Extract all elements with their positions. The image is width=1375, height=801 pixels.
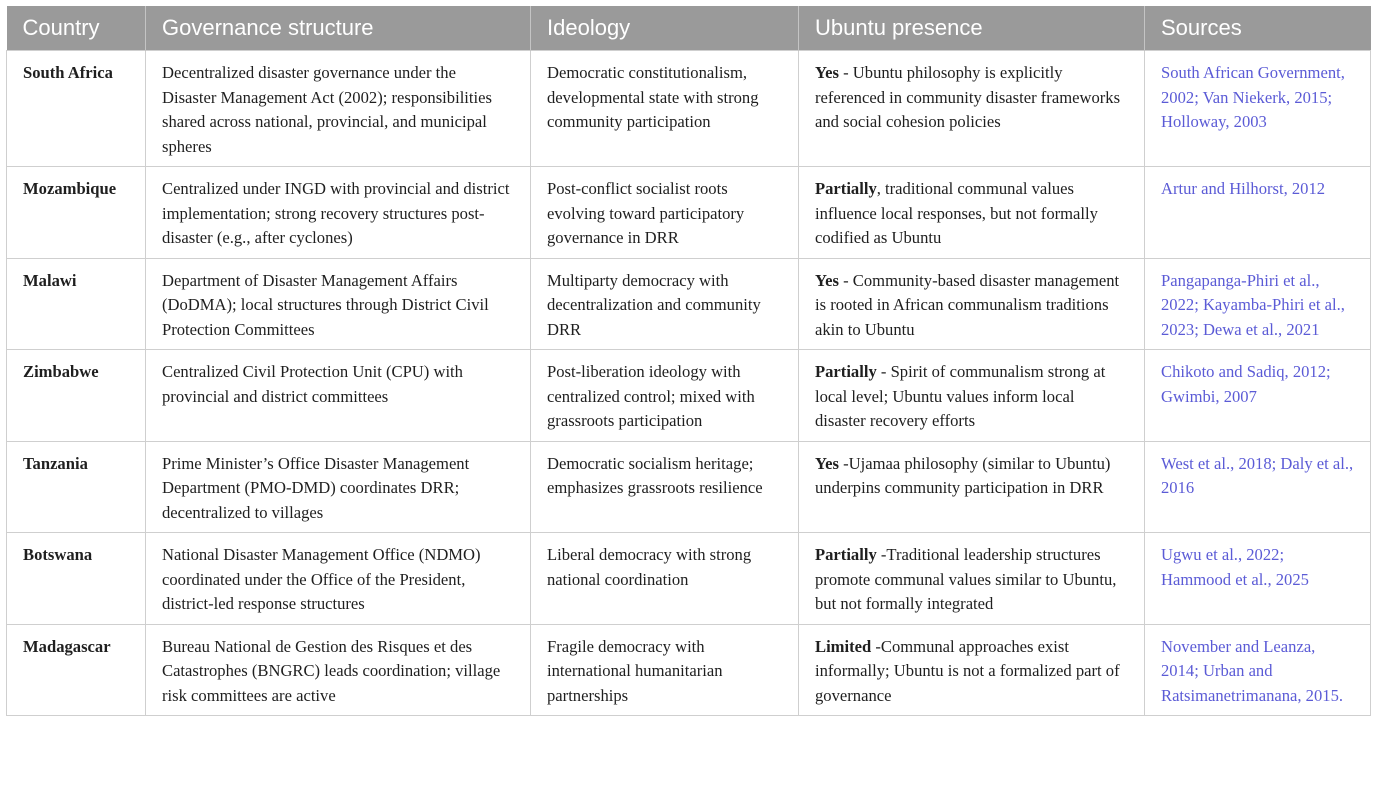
ubuntu-text: - Ubuntu philosophy is explicitly referenced in community disaster frameworks and social cohesion policies — [815, 63, 1121, 131]
ideology-cell: Post-liberation ideology with centralized control; mixed with grassroots participation — [531, 350, 799, 442]
ideology-cell: Multiparty democracy with decentralization and community DRR — [531, 258, 799, 350]
table-body — [7, 51, 1371, 716]
governance-cell: Department of Disaster Management Affairs (DoDMA); local structures through District Civil Protection Committees — [146, 258, 531, 350]
ideology-cell: Democratic constitutionalism, developmental state with strong community participation — [531, 51, 799, 167]
sources-cell[interactable]: Ugwu et al., 2022; Hammood et al., 2025 — [1145, 533, 1371, 625]
ubuntu-text: - Community-based disaster management is rooted in African communalism traditions akin to Ubuntu — [815, 270, 1120, 339]
country-cell: South Africa — [7, 51, 146, 167]
ubuntu-label: Yes — [815, 270, 839, 290]
country-cell: Malawi — [7, 258, 146, 350]
governance-cell: Centralized under INGD with provincial and district implementation; strong recovery structures post-disaster (e.g., after cyclones) — [146, 167, 531, 259]
ubuntu-label: Partially — [815, 179, 877, 198]
governance-cell: National Disaster Management Office (NDMO) coordinated under the Office of the President, district-led response structures — [146, 533, 531, 625]
ubuntu-cell — [799, 167, 1145, 259]
header-row — [7, 6, 1371, 51]
sources-cell[interactable]: Artur and Hilhorst, 2012 — [1145, 167, 1371, 259]
ubuntu-cell — [799, 533, 1145, 625]
ubuntu-label: Partially — [815, 545, 877, 564]
ideology-cell: Fragile democracy with international humanitarian partnerships — [531, 624, 799, 716]
country-cell: Botswana — [7, 533, 146, 625]
table-row — [7, 533, 1371, 625]
sources-cell[interactable]: West et al., 2018; Daly et al., 2016 — [1145, 441, 1371, 533]
ubuntu-cell — [799, 51, 1145, 167]
governance-cell: Bureau National de Gestion des Risques et des Catastrophes (BNGRC) leads coordination; village risk committees are active — [146, 624, 531, 716]
governance-table — [6, 6, 1371, 716]
country-cell: Madagascar — [7, 624, 146, 716]
table-row — [7, 258, 1371, 350]
sources-cell[interactable]: Chikoto and Sadiq, 2012; Gwimbi, 2007 — [1145, 350, 1371, 442]
table-row — [7, 441, 1371, 533]
ideology-cell: Democratic socialism heritage; emphasizes grassroots resilience — [531, 441, 799, 533]
ideology-cell: Liberal democracy with strong national coordination — [531, 533, 799, 625]
ubuntu-cell — [799, 258, 1145, 350]
ubuntu-cell — [799, 624, 1145, 716]
sources-cell[interactable]: November and Leanza, 2014; Urban and Ratsimanetrimanana, 2015. — [1145, 624, 1371, 716]
table-row — [7, 350, 1371, 442]
table-row — [7, 51, 1371, 167]
table-header — [7, 6, 1371, 51]
ubuntu-label: Yes — [815, 63, 839, 82]
table-row — [7, 167, 1371, 259]
ubuntu-text: , traditional communal values influence local responses, but not formally codified as Ubuntu — [815, 179, 1098, 247]
header-ideology: Ideology — [531, 6, 799, 51]
ubuntu-text: - Spirit of communalism strong at local level; Ubuntu values inform local disaster recovery efforts — [815, 362, 1106, 430]
sources-cell[interactable]: Pangapanga-Phiri et al., 2022; Kayamba-Phiri et al., 2023; Dewa et al., 2021 — [1145, 258, 1371, 350]
sources-cell[interactable]: South African Government, 2002; Van Niekerk, 2015; Holloway, 2003 — [1145, 51, 1371, 167]
country-cell: Tanzania — [7, 441, 146, 533]
ideology-cell: Post-conflict socialist roots evolving toward participatory governance in DRR — [531, 167, 799, 259]
ubuntu-label: Yes — [815, 453, 839, 473]
table-row — [7, 624, 1371, 716]
ubuntu-text: -Traditional leadership structures promote communal values similar to Ubuntu, but not formally integrated — [815, 545, 1117, 613]
governance-cell: Prime Minister’s Office Disaster Management Department (PMO-DMD) coordinates DRR; decentralized to villages — [146, 441, 531, 533]
ubuntu-label: Limited — [815, 636, 872, 656]
header-governance-structure: Governance structure — [146, 6, 531, 51]
country-cell: Mozambique — [7, 167, 146, 259]
header-ubuntu-presence: Ubuntu presence — [799, 6, 1145, 51]
ubuntu-label: Partially — [815, 362, 877, 381]
country-cell: Zimbabwe — [7, 350, 146, 442]
ubuntu-text: -Ujamaa philosophy (similar to Ubuntu) underpins community participation in DRR — [815, 453, 1111, 497]
header-country: Country — [7, 6, 146, 51]
ubuntu-cell — [799, 350, 1145, 442]
governance-cell: Decentralized disaster governance under the Disaster Management Act (2002); responsibilities shared across national, provincial, and municipal spheres — [146, 51, 531, 167]
governance-cell: Centralized Civil Protection Unit (CPU) with provincial and district committees — [146, 350, 531, 442]
ubuntu-cell — [799, 441, 1145, 533]
header-sources: Sources — [1145, 6, 1371, 51]
ubuntu-text: -Communal approaches exist informally; Ubuntu is not a formalized part of governance — [815, 636, 1120, 705]
